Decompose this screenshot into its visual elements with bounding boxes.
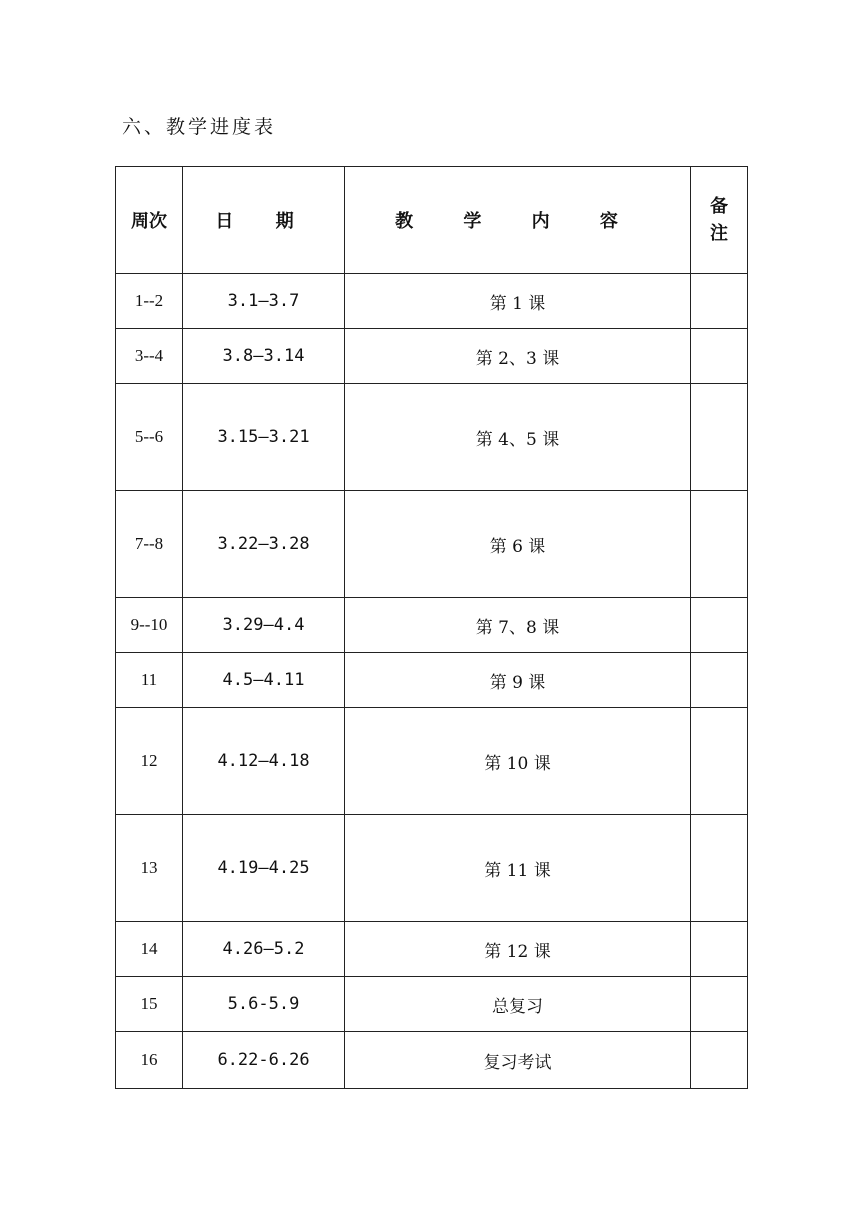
table-row bbox=[116, 384, 748, 491]
note-cell bbox=[691, 598, 748, 653]
section-heading: 六、教学进度表 bbox=[122, 116, 277, 138]
content-cell: 第 1 课 bbox=[345, 274, 691, 329]
date-cell: 4.5—4.11 bbox=[183, 653, 345, 708]
content-cell: 第 12 课 bbox=[345, 922, 691, 977]
week-cell: 12 bbox=[116, 708, 183, 815]
content-cell: 第 4、5 课 bbox=[345, 384, 691, 491]
content-cell: 复习考试 bbox=[345, 1032, 691, 1089]
column-header-week: 周次 bbox=[116, 167, 183, 274]
column-header-note-line1: 备 bbox=[710, 196, 728, 217]
date-cell: 6.22-6.26 bbox=[183, 1032, 345, 1089]
content-cell: 第 9 课 bbox=[345, 653, 691, 708]
week-cell: 11 bbox=[116, 653, 183, 708]
date-cell: 4.19—4.25 bbox=[183, 815, 345, 922]
table-row bbox=[116, 922, 748, 977]
content-cell: 第 7、8 课 bbox=[345, 598, 691, 653]
content-cell: 第 11 课 bbox=[345, 815, 691, 922]
note-cell bbox=[691, 977, 748, 1032]
table-row bbox=[116, 598, 748, 653]
week-cell: 15 bbox=[116, 977, 183, 1032]
content-cell: 总复习 bbox=[345, 977, 691, 1032]
content-cell: 第 10 课 bbox=[345, 708, 691, 815]
week-cell: 3--4 bbox=[116, 329, 183, 384]
note-cell bbox=[691, 491, 748, 598]
date-cell: 4.26—5.2 bbox=[183, 922, 345, 977]
note-cell bbox=[691, 329, 748, 384]
note-cell bbox=[691, 922, 748, 977]
date-cell: 3.1—3.7 bbox=[183, 274, 345, 329]
table-row bbox=[116, 815, 748, 922]
table-row bbox=[116, 491, 748, 598]
date-cell: 5.6-5.9 bbox=[183, 977, 345, 1032]
date-cell: 3.22—3.28 bbox=[183, 491, 345, 598]
note-cell bbox=[691, 384, 748, 491]
column-header-note bbox=[691, 167, 748, 274]
note-cell bbox=[691, 815, 748, 922]
teaching-schedule-table bbox=[115, 166, 748, 1089]
table-row bbox=[116, 653, 748, 708]
week-cell: 16 bbox=[116, 1032, 183, 1089]
week-cell: 13 bbox=[116, 815, 183, 922]
table-header-row bbox=[116, 167, 748, 274]
week-cell: 5--6 bbox=[116, 384, 183, 491]
note-cell bbox=[691, 1032, 748, 1089]
column-header-date: 日 期 bbox=[183, 167, 345, 274]
week-cell: 9--10 bbox=[116, 598, 183, 653]
date-cell: 3.29—4.4 bbox=[183, 598, 345, 653]
table-row bbox=[116, 274, 748, 329]
note-cell bbox=[691, 653, 748, 708]
week-cell: 14 bbox=[116, 922, 183, 977]
column-header-note-line2: 注 bbox=[710, 223, 728, 244]
week-cell: 1--2 bbox=[116, 274, 183, 329]
date-cell: 3.15—3.21 bbox=[183, 384, 345, 491]
note-cell bbox=[691, 708, 748, 815]
week-cell: 7--8 bbox=[116, 491, 183, 598]
table-row bbox=[116, 329, 748, 384]
date-cell: 3.8—3.14 bbox=[183, 329, 345, 384]
content-cell: 第 2、3 课 bbox=[345, 329, 691, 384]
table-row bbox=[116, 708, 748, 815]
date-cell: 4.12—4.18 bbox=[183, 708, 345, 815]
content-cell: 第 6 课 bbox=[345, 491, 691, 598]
table-row bbox=[116, 1032, 748, 1089]
column-header-content: 教 学 内 容 bbox=[345, 167, 691, 274]
table-row bbox=[116, 977, 748, 1032]
note-cell bbox=[691, 274, 748, 329]
